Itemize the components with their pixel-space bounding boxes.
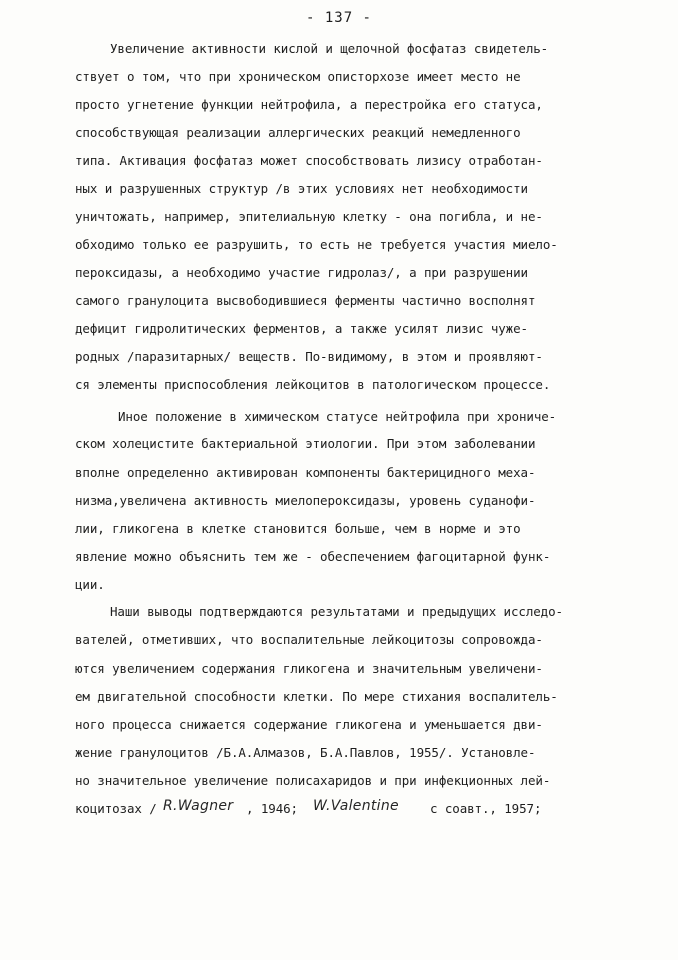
paragraph-line: явление можно объяснить тем же - обеспечением фагоцитарной функ- — [75, 549, 551, 564]
paragraph-line: но значительное увеличение полисахаридов и при инфекционных лей- — [75, 773, 551, 788]
paragraph-line: вполне определенно активирован компоненты бактерицидного меха- — [75, 465, 536, 480]
paragraph-line: типа. Активация фосфатаз может способствовать лизису отработан- — [75, 153, 543, 168]
paragraph-line: ных и разрушенных структур /в этих условиях нет необходимости — [75, 181, 528, 196]
typed-text: с соавт., 1957; — [430, 801, 542, 816]
paragraph-line: пероксидазы, а необходимо участие гидролаз/, а при разрушении — [75, 265, 528, 280]
paragraph-line: Увеличение активности кислой и щелочной фосфатаз свидетель- — [110, 41, 549, 56]
paragraph-line: вателей, отметивших, что воспалительные лейкоцитозы сопровожда- — [75, 632, 543, 647]
paragraph-line: способствующая реализации аллергических реакций немедленного — [75, 125, 521, 140]
paragraph-line: ного процесса снижается содержание гликогена и уменьшается дви- — [75, 717, 543, 732]
paragraph-line: низма,увеличена активность миелопероксидазы, уровень суданофи- — [75, 493, 536, 508]
paragraph-line: самого гранулоцита высвободившиеся ферменты частично восполнят — [75, 293, 536, 308]
paragraph-line: ем двигательной способности клетки. По мере стихания воспалитель- — [75, 689, 558, 704]
handwritten-author: R.Wagner — [163, 798, 234, 814]
typed-text: , 1946; — [246, 801, 298, 816]
paragraph-line: уничтожать, например, эпителиальную клетку - она погибла, и не- — [75, 209, 543, 224]
paragraph-line: Наши выводы подтверждаются результатами и предыдущих исследо- — [110, 604, 563, 619]
paragraph-line: ции. — [75, 577, 105, 592]
paragraph-line: ся элементы приспособления лейкоцитов в патологическом процессе. — [75, 377, 551, 392]
paragraph-line: жение гранулоцитов /Б.А.Алмазов, Б.А.Павлов, 1955/. Установле- — [75, 745, 536, 760]
handwritten-author: W.Valentine — [313, 798, 399, 814]
paragraph-line: лии, гликогена в клетке становится больше, чем в норме и это — [75, 521, 521, 536]
typed-text: коцитозах / — [75, 801, 157, 816]
paragraph-line: просто угнетение функции нейтрофила, а перестройка его статуса, — [75, 97, 543, 112]
paragraph-line: дефицит гидролитических ферментов, а также усилят лизис чуже- — [75, 321, 528, 336]
paragraph-line: родных /паразитарных/ веществ. По-видимому, в этом и проявляют- — [75, 349, 543, 364]
paragraph-line: обходимо только ее разрушить, то есть не требуется участия миело- — [75, 237, 558, 252]
paragraph-line: ском холецистите бактериальной этиологии. При этом заболевании — [75, 436, 536, 451]
paragraph-line: Иное положение в химическом статусе нейтрофила при хрониче- — [118, 409, 557, 424]
page-number: - 137 - — [305, 10, 372, 26]
paragraph-line: ются увеличением содержания гликогена и значительным увеличени- — [75, 661, 543, 676]
paragraph-line: ствует о том, что при хроническом описторхозе имеет место не — [75, 69, 521, 84]
